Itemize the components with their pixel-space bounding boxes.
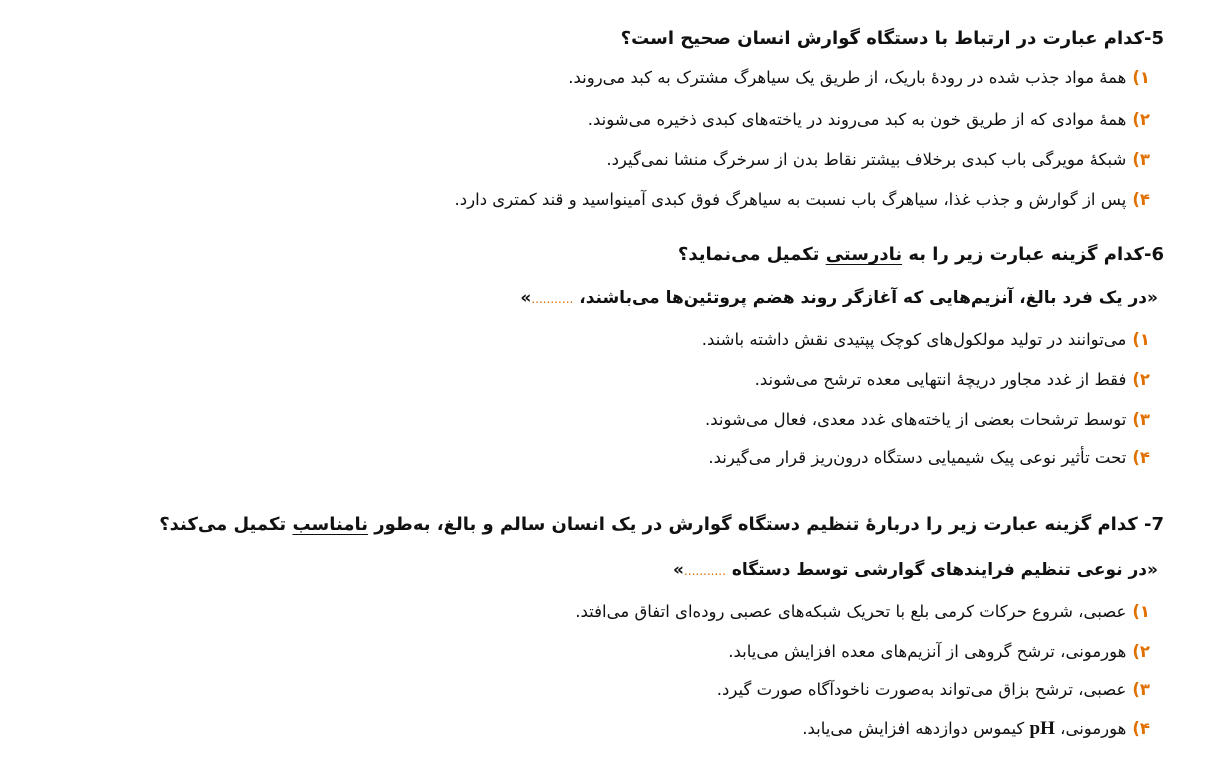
option-number: ۳) [1132,150,1150,169]
option-number: ۴) [1132,190,1150,209]
option-text: هورمونی، ترشح گروهی از آنزیم‌های معده افزایش می‌یابد. [728,642,1127,661]
stem-text: «در نوعی تنظیم فرایندهای گوارشی توسط دستگاه [725,560,1158,580]
option-text: عصبی، ترشح بزاق می‌تواند به‌صورت ناخودآگاه صورت گیرد. [716,680,1127,699]
option-number: ۳) [1132,680,1150,699]
option-text: کیموس دوازدهه افزایش می‌یابد. [802,719,1030,738]
title-underlined-word: نامناسب [292,514,368,535]
title-text: 6-کدام گزینه عبارت زیر را به [902,244,1164,265]
stem-close-quote: » [672,560,684,580]
blank-dots: ........... [531,292,574,306]
stem-text: «در یک فرد بالغ، آنزیم‌هایی که آغازگر روند هضم پروتئین‌ها می‌باشند، [573,288,1158,308]
title-text: تکمیل می‌نماید؟ [677,244,826,265]
question-6-stem [520,288,1158,308]
option-number: ۱) [1132,330,1150,349]
question-6-option-4[interactable] [708,448,1150,467]
question-5-option-2[interactable] [588,110,1150,129]
option-text: فقط از غدد مجاور دریچهٔ انتهایی معده ترشح می‌شوند. [754,370,1127,389]
title-text: تکمیل می‌کند؟ [159,514,293,535]
question-6-option-2[interactable] [755,370,1150,389]
question-5-option-4[interactable] [455,190,1150,209]
option-text: شبکهٔ مویرگی باب کبدی برخلاف بیشتر نقاط بدن از سرخرگ منشا نمی‌گیرد. [606,150,1127,169]
option-text: می‌توانند در تولید مولکول‌های کوچک پپتیدی نقش داشته باشند. [701,330,1127,349]
blank-dots: ........... [683,564,726,578]
option-text: پس از گوارش و جذب غذا، سیاهرگ باب نسبت به سیاهرگ فوق کبدی آمینواسید و قند کمتری دارد. [454,190,1127,209]
stem-close-quote: » [520,288,532,308]
option-number: ۲) [1132,370,1150,389]
option-number: ۱) [1132,602,1150,621]
question-5-option-1[interactable] [568,68,1150,87]
option-text: توسط ترشحات بعضی از یاخته‌های غدد معدی، فعال می‌شوند. [704,410,1127,429]
question-6-option-3[interactable] [705,410,1150,429]
option-text: هورمونی، [1054,719,1127,738]
option-text: عصبی، شروع حرکات کرمی بلع با تحریک شبکه‌های عصبی روده‌ای اتفاق می‌افتد. [575,602,1127,621]
title-underlined-word: نادرستی [825,244,903,265]
question-6-title [678,244,1164,265]
ph-term: pH [1029,718,1055,739]
option-text: همهٔ مواد جذب شده در رودهٔ باریک، از طریق یک سیاهرگ مشترک به کبد می‌روند. [568,68,1127,87]
option-number: ۴) [1132,448,1150,467]
question-6-option-1[interactable] [702,330,1150,349]
question-7-option-3[interactable] [717,680,1150,699]
option-text: همهٔ موادی که از طریق خون به کبد می‌روند در یاخته‌های کبدی ذخیره می‌شوند. [587,110,1127,129]
option-number: ۱) [1132,68,1150,87]
question-7-option-4[interactable] [802,718,1150,740]
option-number: ۲) [1132,110,1150,129]
option-number: ۲) [1132,642,1150,661]
title-text: 7- کدام گزینه عبارت زیر را دربارهٔ تنظیم دستگاه گوارش در یک انسان سالم و بالغ، به‌طور [368,514,1164,535]
question-7-title [159,514,1164,535]
question-7-option-1[interactable] [575,602,1150,621]
question-5-title: 5-کدام عبارت در ارتباط با دستگاه گوارش انسان صحیح است؟ [620,28,1164,49]
option-number: ۳) [1132,410,1150,429]
question-7-stem [673,560,1158,580]
question-5-option-3[interactable] [606,150,1150,169]
option-text: تحت تأثیر نوعی پیک شیمیایی دستگاه درون‌ریز قرار می‌گیرند. [708,448,1127,467]
option-number: ۴) [1132,719,1150,738]
question-7-option-2[interactable] [728,642,1150,661]
